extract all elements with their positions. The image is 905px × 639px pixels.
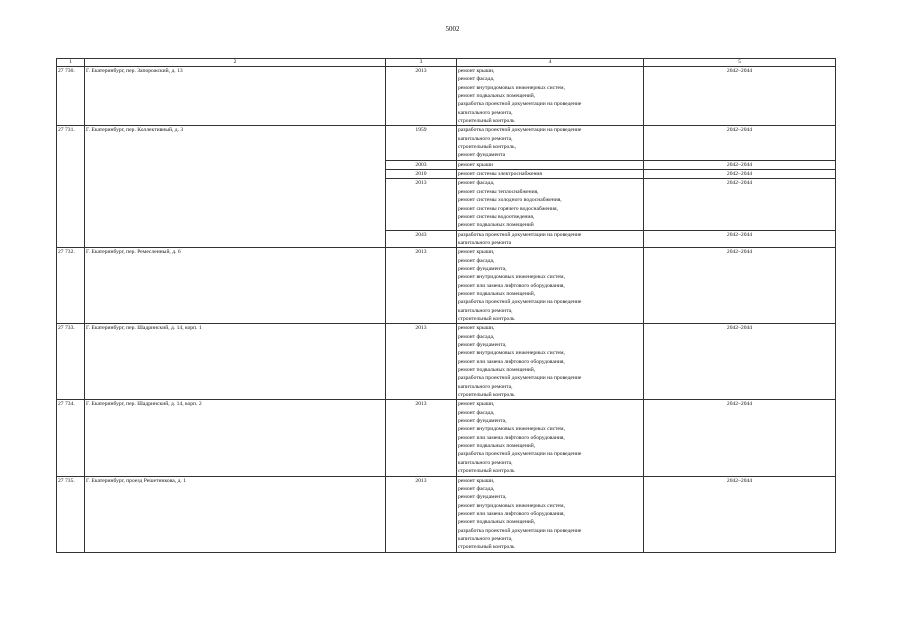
works-cell: ремонт крыши, ремонт фасада, ремонт внутридомовых инженерных систем, ремонт подвальных помещений, разработка проектной документации на проведение капитального ремонта, строительный контроль	[457, 67, 644, 126]
table-row	[57, 248, 836, 324]
year-cell: 2013	[386, 476, 457, 552]
works-cell: ремонт фасада, ремонт системы теплоснабжения, ремонт системы холодного водоснабжения, ремонт системы горячего водоснабжения, ремонт системы водоотведения, ремонт подвальных помещений	[457, 179, 644, 230]
year-cell: 2043	[386, 230, 457, 248]
period-cell: 2042–2044	[644, 126, 836, 160]
column-number-1: 1	[57, 59, 85, 67]
table-row	[57, 126, 836, 160]
table-body	[57, 67, 836, 553]
works-cell: ремонт системы электроснабжения	[457, 170, 644, 179]
column-number-row	[57, 59, 836, 67]
table-row	[57, 67, 836, 126]
row-number-cell: 27 733.	[57, 324, 85, 400]
row-number-cell: 27 731.	[57, 126, 85, 248]
address-cell: Г. Екатеринбург, пер. Запорожский, д. 13	[85, 67, 386, 126]
year-cell: 1959	[386, 126, 457, 160]
period-cell: 2042–2044	[644, 476, 836, 552]
year-cell: 2010	[386, 170, 457, 179]
period-cell: 2042–2044	[644, 170, 836, 179]
column-number-4: 4	[457, 59, 644, 67]
address-cell: Г. Екатеринбург, пер. Ремесленный, д. 6	[85, 248, 386, 324]
page-number: 5002	[445, 25, 460, 33]
column-number-2: 2	[85, 59, 386, 67]
works-cell: ремонт крыши, ремонт фасада, ремонт фундамента, ремонт внутридомовых инженерных систем, ремонт или замена лифтового оборудования, ремонт подвальных помещений, разработка проектной документации на проведение капитального ремонта, строительный контроль	[457, 324, 644, 400]
period-cell: 2042–2044	[644, 324, 836, 400]
period-cell: 2042–2044	[644, 179, 836, 230]
row-number-cell: 27 735.	[57, 476, 85, 552]
column-number-5: 5	[644, 59, 836, 67]
table-row	[57, 400, 836, 476]
period-cell: 2042–2044	[644, 230, 836, 248]
period-cell: 2042–2044	[644, 160, 836, 169]
row-number-cell: 27 730.	[57, 67, 85, 126]
table-row	[57, 476, 836, 552]
year-cell: 2013	[386, 67, 457, 126]
works-cell: ремонт крыши, ремонт фасада, ремонт фундамента, ремонт внутридомовых инженерных систем, ремонт или замена лифтового оборудования, ремонт подвальных помещений, разработка проектной документации на проведение капитального ремонта, строительный контроль	[457, 400, 644, 476]
row-number-cell: 27 734.	[57, 400, 85, 476]
period-cell: 2042–2044	[644, 400, 836, 476]
table-row	[57, 324, 836, 400]
address-cell: Г. Екатеринбург, пер. Коллективный, д. 3	[85, 126, 386, 248]
row-number-cell: 27 732.	[57, 248, 85, 324]
period-cell: 2042–2044	[644, 67, 836, 126]
address-cell: Г. Екатеринбург, проезд Решетникова, д. 1	[85, 476, 386, 552]
year-cell: 2013	[386, 179, 457, 230]
year-cell: 2013	[386, 400, 457, 476]
period-cell: 2042–2044	[644, 248, 836, 324]
works-cell: ремонт крыши, ремонт фасада, ремонт фундамента, ремонт внутридомовых инженерных систем, ремонт или замена лифтового оборудования, ремонт подвальных помещений, разработка проектной документации на проведение капитального ремонта, строительный контроль	[457, 248, 644, 324]
year-cell: 2013	[386, 248, 457, 324]
address-cell: Г. Екатеринбург, пер. Шадринский, д. 14, корп. 2	[85, 400, 386, 476]
year-cell: 2003	[386, 160, 457, 169]
works-cell: разработка проектной документации на проведение капитального ремонта, строительный контроль, ремонт фундамента	[457, 126, 644, 160]
works-cell: разработка проектной документации на проведение капитального ремонта	[457, 230, 644, 248]
works-cell: ремонт крыши	[457, 160, 644, 169]
column-number-3: 3	[386, 59, 457, 67]
address-cell: Г. Екатеринбург, пер. Шадринский, д. 14, корп. 1	[85, 324, 386, 400]
capital-repair-table	[56, 58, 836, 553]
year-cell: 2013	[386, 324, 457, 400]
works-cell: ремонт крыши, ремонт фасада, ремонт фундамента, ремонт внутридомовых инженерных систем, ремонт или замена лифтового оборудования, ремонт подвальных помещений, разработка проектной документации на проведение капитального ремонта, строительный контроль	[457, 476, 644, 552]
